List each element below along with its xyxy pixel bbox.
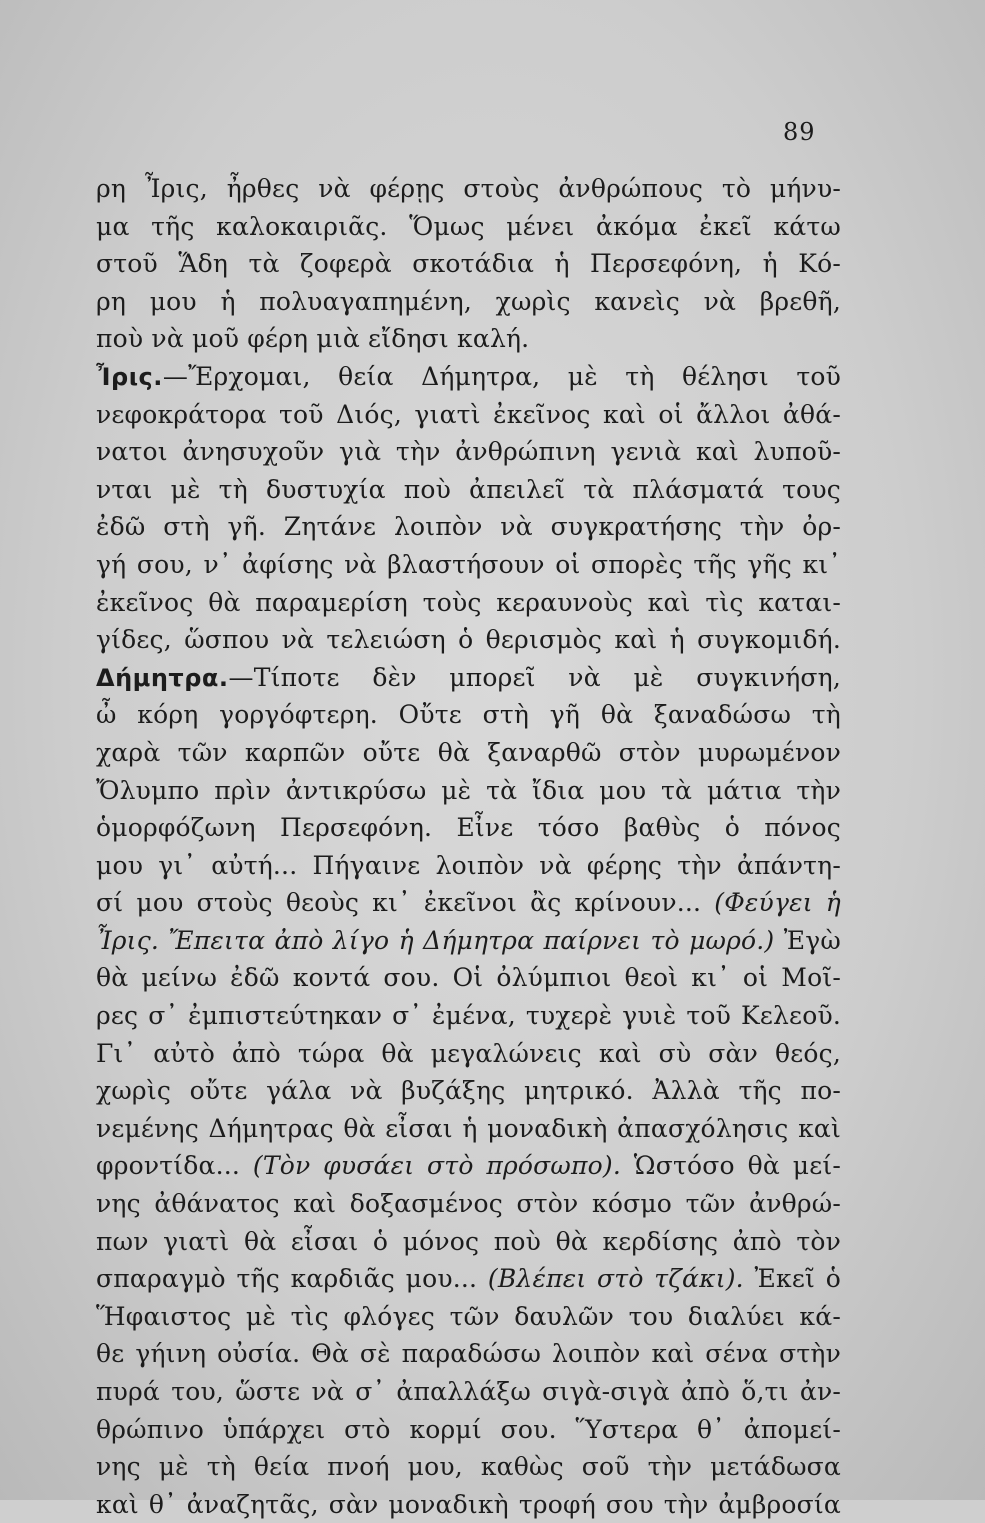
stage-direction: (Φεύγει ἡ	[714, 888, 841, 918]
dialogue-text: Ἐκεῖ ὁ	[754, 1264, 841, 1294]
dialogue-text: —Ἔρχομαι, θεία Δήμητρα, μὲ τὴ θέλησι τοῦ	[162, 361, 841, 391]
text-line: ρες σ᾿ ἐμπιστεύτηκαν σ᾿ ἐμένα, τυχερὲ γυιὲ τοῦ Κελεοῦ.	[96, 1001, 841, 1031]
dialogue-text: —Τίποτε δὲν μπορεῖ νὰ μὲ συγκινήση,	[228, 662, 841, 692]
text-line: μου γι᾿ αὐτή... Πήγαινε λοιπὸν νὰ φέρης τὴν ἀπάντη-	[96, 850, 841, 880]
dialogue-text: σί μου στοὺς θεοὺς κι᾿ ἐκεῖνοι ἂς κρίνουν...	[96, 888, 702, 918]
speaker-name-demeter: Δήμητρα.	[96, 663, 229, 692]
text-line: ρη μου ἡ πολυαγαπημένη, χωρὶς κανεὶς νὰ βρεθῆ,	[96, 286, 841, 316]
text-line: πων γιατὶ θὰ εἶσαι ὁ μόνος ποὺ θὰ κερδίσης ἀπὸ τὸν	[96, 1226, 841, 1256]
text-line: γίδες, ὥσπου νὰ τελειώση ὁ θερισμὸς καὶ ἡ συγκομιδή.	[96, 625, 841, 655]
text-line: χωρὶς οὔτε γάλα νὰ βυζάξης μητρικό. Ἀλλὰ τῆς πο-	[96, 1076, 841, 1106]
body-text	[96, 170, 841, 1523]
text-line: Ἥφαιστος μὲ τὶς φλόγες τῶν δαυλῶν του διαλύει κά-	[96, 1301, 841, 1331]
text-line: ὦ κόρη γοργόφτερη. Οὔτε στὴ γῆ θὰ ξαναδώσω τὴ	[96, 700, 841, 730]
text-line: νεφοκράτορα τοῦ Διός, γιατὶ ἐκεῖνος καὶ οἱ ἄλλοι ἀθά-	[96, 399, 841, 429]
speaker-name-iris: Ἶρις.	[96, 362, 163, 391]
dialogue-text: φροντίδα...	[96, 1151, 241, 1181]
text-line: Γι᾿ αὐτὸ ἀπὸ τώρα θὰ μεγαλώνεις καὶ σὺ σὰν θεός,	[96, 1038, 841, 1068]
stage-direction: Ἶρις. Ἔπειτα ἀπὸ λίγο ἡ Δήμητρα παίρνει τὸ μωρό.)	[96, 925, 775, 955]
text-line: θὰ μείνω ἐδῶ κοντά σου. Οἱ ὀλύμπιοι θεοὶ κι᾿ οἱ Μοῖ-	[96, 963, 841, 993]
text-line: ρη Ἶρις, ἦρθες νὰ φέρῃς στοὺς ἀνθρώπους τὸ μήνυ-	[96, 174, 841, 203]
text-line: νεμένης Δήμητρας θὰ εἶσαι ἡ μοναδικὴ ἀπασχόλησις καὶ	[96, 1113, 841, 1143]
text-line	[96, 884, 841, 922]
dialogue-text: Ὡστόσο θὰ μεί-	[633, 1151, 841, 1181]
text-line: ἐδῶ στὴ γῆ. Ζητάνε λοιπὸν νὰ συγκρατήσης τὴν ὀρ-	[96, 512, 841, 542]
text-line: μα τῆς καλοκαιριᾶς. Ὅμως μένει ἀκόμα ἐκεῖ κάτω	[96, 211, 841, 241]
text-line: χαρὰ τῶν καρπῶν οὔτε θὰ ξαναρθῶ στὸν μυρωμένον	[96, 737, 841, 767]
text-line	[96, 922, 841, 960]
dialogue-text: Ἐγὼ	[783, 925, 841, 955]
text-line: ποὺ νὰ μοῦ φέρη μιὰ εἴδησι καλή.	[96, 324, 530, 354]
text-line: στοῦ Ἅδη τὰ ζοφερὰ σκοτάδια ἡ Περσεφόνη, ἡ Κό-	[96, 249, 841, 279]
text-line: γή σου, ν᾿ ἀφίσης νὰ βλαστήσουν οἱ σπορὲς τῆς γῆς κι᾿	[96, 549, 841, 579]
text-line	[96, 1147, 841, 1185]
text-line: Ὄλυμπο πρὶν ἀντικρύσω μὲ τὰ ἴδια μου τὰ μάτια τὴν	[96, 775, 841, 805]
text-line: νης ἀθάνατος καὶ δοξασμένος στὸν κόσμο τῶν ἀνθρώ-	[96, 1189, 841, 1219]
text-line: καὶ θ᾿ ἀναζητᾶς, σὰν μοναδικὴ τροφή σου τὴν ἀμβροσία	[96, 1489, 841, 1519]
text-line: ὁμορφόζωνη Περσεφόνη. Εἶνε τόσο βαθὺς ὁ πόνος	[96, 813, 841, 843]
text-line: νης μὲ τὴ θεία πνοή μου, καθὼς σοῦ τὴν μετάδωσα	[96, 1452, 841, 1482]
text-line: ἐκεῖνος θὰ παραμερίση τοὺς κεραυνοὺς καὶ τὶς καται-	[96, 587, 841, 617]
text-line: νατοι ἀνησυχοῦν γιὰ τὴν ἀνθρώπινη γενιὰ καὶ λυποῦ-	[96, 437, 841, 467]
text-line	[96, 659, 841, 697]
stage-direction: (Βλέπει στὸ τζάκι).	[487, 1264, 744, 1294]
text-line: νται μὲ τὴ δυστυχία ποὺ ἀπειλεῖ τὰ πλάσματά τους	[96, 474, 841, 504]
text-line	[96, 1260, 841, 1298]
stage-direction: (Τὸν φυσάει στὸ πρόσωπο).	[252, 1151, 621, 1181]
text-line: θε γήινη οὐσία. Θὰ σὲ παραδώσω λοιπὸν καὶ σένα στὴν	[96, 1339, 841, 1369]
page-number: 89	[783, 118, 816, 146]
text-line	[96, 358, 841, 396]
text-line: πυρά του, ὥστε νὰ σ᾿ ἀπαλλάξω σιγὰ-σιγὰ ἀπὸ ὅ,τι ἀν-	[96, 1377, 841, 1406]
dialogue-text: σπαραγμὸ τῆς καρδιᾶς μου...	[96, 1264, 478, 1294]
text-line: θρώπινο ὑπάρχει στὸ κορμί σου. Ὕστερα θ᾿ ἀπομεί-	[96, 1414, 841, 1444]
